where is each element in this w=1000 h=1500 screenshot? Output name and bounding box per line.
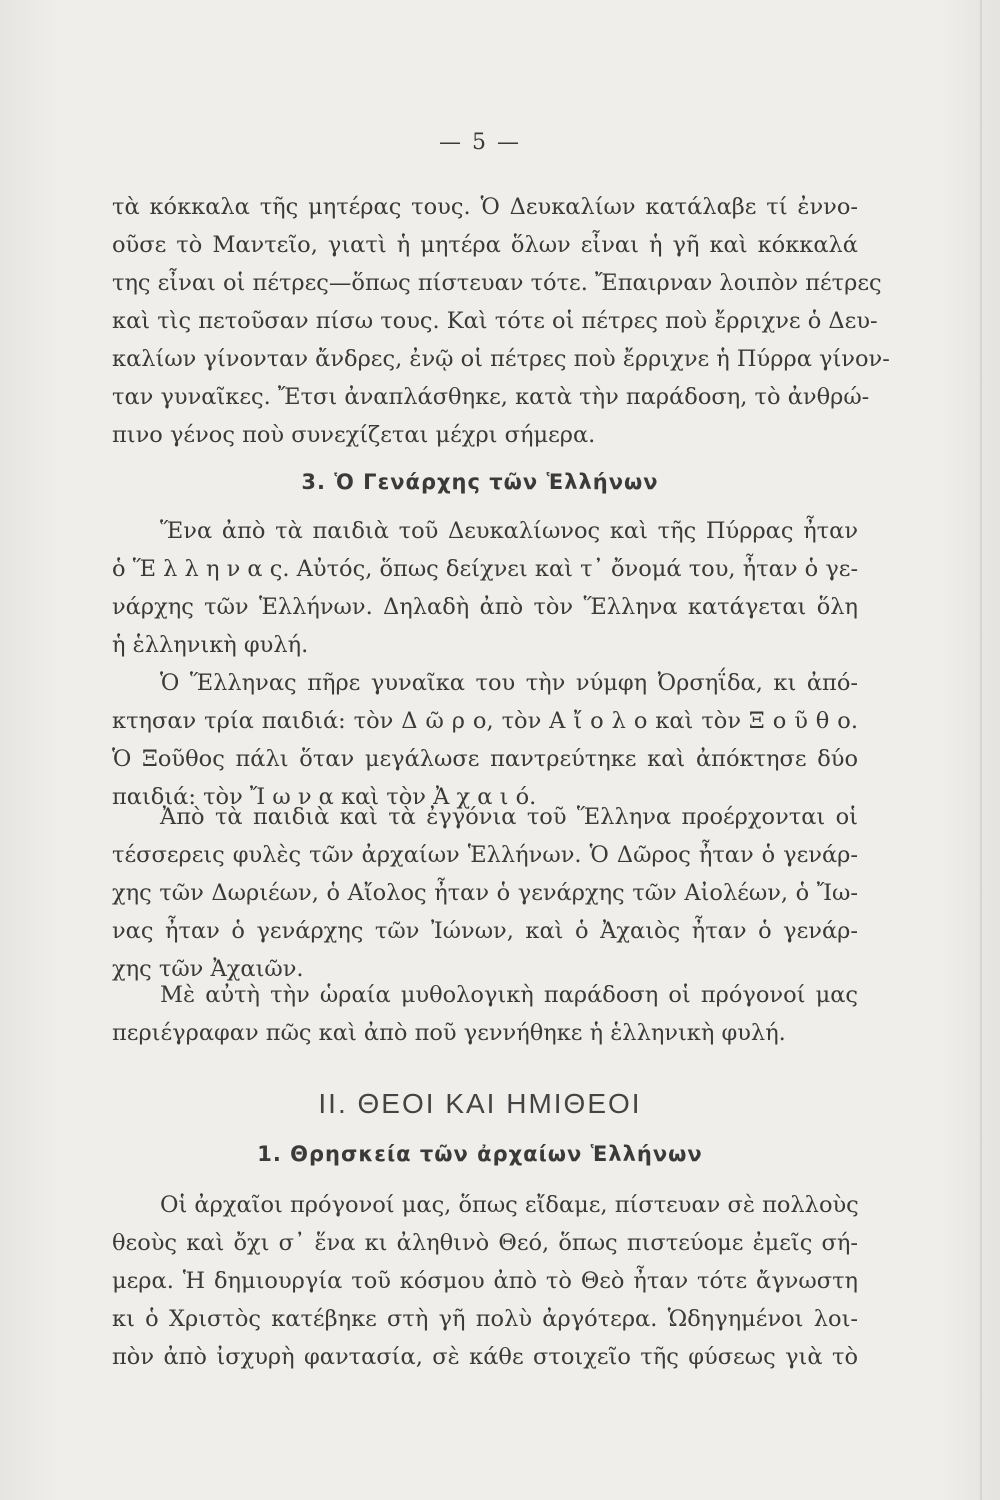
section3-paragraph-4: [112, 976, 858, 1052]
chapter-heading: II. ΘΕΟΙ ΚΑΙ ΗΜΙΘΕΟΙ: [318, 1088, 642, 1119]
section3-paragraph-1: [112, 512, 858, 664]
text-line: ὁ Ἕ λ λ η ν α ς. Αὐτός, ὅπως δείχνει καὶ τ᾽ ὄνομά του, ἦταν ὁ γε-: [112, 556, 859, 582]
text-line: νάρχης τῶν Ἑλλήνων. Δηλαδὴ ἀπὸ τὸν Ἕλληνα κατάγεται ὅλη: [112, 594, 858, 620]
text-line: θεοὺς καὶ ὄχι σ᾽ ἕνα κι ἀληθινὸ Θεό, ὅπως πιστεύομε ἐμεῖς σή-: [112, 1230, 858, 1256]
section-heading-religion: 1. Θρησκεία τῶν ἀρχαίων Ἑλλήνων: [257, 1142, 703, 1166]
section3-paragraph-2: [112, 664, 858, 816]
text-line: Μὲ αὐτὴ τὴν ὡραία μυθολογικὴ παράδοση οἱ πρόγονοί μας: [160, 982, 858, 1008]
page-number: — 5 —: [439, 130, 521, 155]
text-line: χης τῶν Ἀχαιῶν.: [112, 956, 304, 982]
section3-paragraph-3: [112, 798, 858, 988]
text-line: κτησαν τρία παιδιά: τὸν Δ ῶ ρ ο, τὸν Α ἴ ο λ ο καὶ τὸν Ξ ο ῦ θ ο.: [112, 708, 858, 734]
text-line: πινο γένος ποὺ συνεχίζεται μέχρι σήμερα.: [112, 422, 596, 448]
text-line: καλίων γίνονταν ἄνδρες, ἐνῷ οἱ πέτρες ποὺ ἔρριχνε ἡ Πύρρα γίνον-: [112, 346, 890, 372]
religion-paragraph: [112, 1186, 858, 1376]
text-line: ἡ ἑλληνικὴ φυλή.: [112, 632, 309, 658]
text-line: της εἶναι οἱ πέτρες—ὅπως πίστευαν τότε. Ἔπαιρναν λοιπὸν πέτρες: [112, 270, 882, 296]
text-line: Ὁ Ἕλληνας πῆρε γυναῖκα του τὴν νύμφη Ὀρσηΐδα, κι ἀπό-: [160, 670, 858, 696]
text-line: τὰ κόκκαλα τῆς μητέρας τους. Ὁ Δευκαλίων κατάλαβε τί ἐννο-: [112, 194, 858, 220]
text-line: πὸν ἀπὸ ἰσχυρὴ φαντασία, σὲ κάθε στοιχεῖο τῆς φύσεως γιὰ τὸ: [112, 1344, 858, 1370]
text-line: περιέγραφαν πῶς καὶ ἀπὸ ποῦ γεννήθηκε ἡ ἑλληνικὴ φυλή.: [112, 1020, 786, 1046]
text-line: χης τῶν Δωριέων, ὁ Αἴολος ἦταν ὁ γενάρχης τῶν Αἰολέων, ὁ Ἴω-: [112, 880, 858, 906]
page-edge: [980, 0, 982, 1500]
opening-paragraph: [112, 188, 890, 454]
text-line: ταν γυναῖκες. Ἔτσι ἀναπλάσθηκε, κατὰ τὴν παράδοση, τὸ ἀνθρώ-: [112, 384, 870, 410]
text-line: Ἕνα ἀπὸ τὰ παιδιὰ τοῦ Δευκαλίωνος καὶ τῆς Πύρρας ἦταν: [160, 518, 858, 544]
text-line: Ἀπὸ τὰ παιδιὰ καὶ τὰ ἐγγόνια τοῦ Ἕλληνα προέρχονται οἱ: [160, 804, 858, 830]
text-line: Οἱ ἀρχαῖοι πρόγονοί μας, ὅπως εἴδαμε, πίστευαν σὲ πολλοὺς: [160, 1192, 859, 1218]
text-line: κι ὁ Χριστὸς κατέβηκε στὴ γῆ πολὺ ἀργότερα. Ὡδηγημένοι λοι-: [112, 1306, 858, 1332]
text-line: καὶ τὶς πετοῦσαν πίσω τους. Καὶ τότε οἱ πέτρες ποὺ ἔρριχνε ὁ Δευ-: [112, 308, 878, 334]
text-line: οῦσε τὸ Μαντεῖο, γιατὶ ἡ μητέρα ὅλων εἶναι ἡ γῆ καὶ κόκκαλά: [112, 232, 858, 258]
text-line: μερα. Ἡ δημιουργία τοῦ κόσμου ἀπὸ τὸ Θεὸ ἦταν τότε ἄγνωστη: [112, 1268, 858, 1294]
text-line: τέσσερεις φυλὲς τῶν ἀρχαίων Ἑλλήνων. Ὁ Δῶρος ἦταν ὁ γενάρ-: [112, 842, 858, 868]
section-heading-genarch: 3. Ὁ Γενάρχης τῶν Ἑλλήνων: [301, 470, 659, 494]
text-line: παιδιά: τὸν Ἴ ω ν α καὶ τὸν Ἀ χ α ι ό.: [112, 784, 537, 810]
text-line: νας ἦταν ὁ γενάρχης τῶν Ἰώνων, καὶ ὁ Ἀχαιὸς ἦταν ὁ γενάρ-: [112, 918, 858, 944]
text-line: Ὁ Ξοῦθος πάλι ὅταν μεγάλωσε παντρεύτηκε καὶ ἀπόκτησε δύο: [112, 746, 858, 772]
